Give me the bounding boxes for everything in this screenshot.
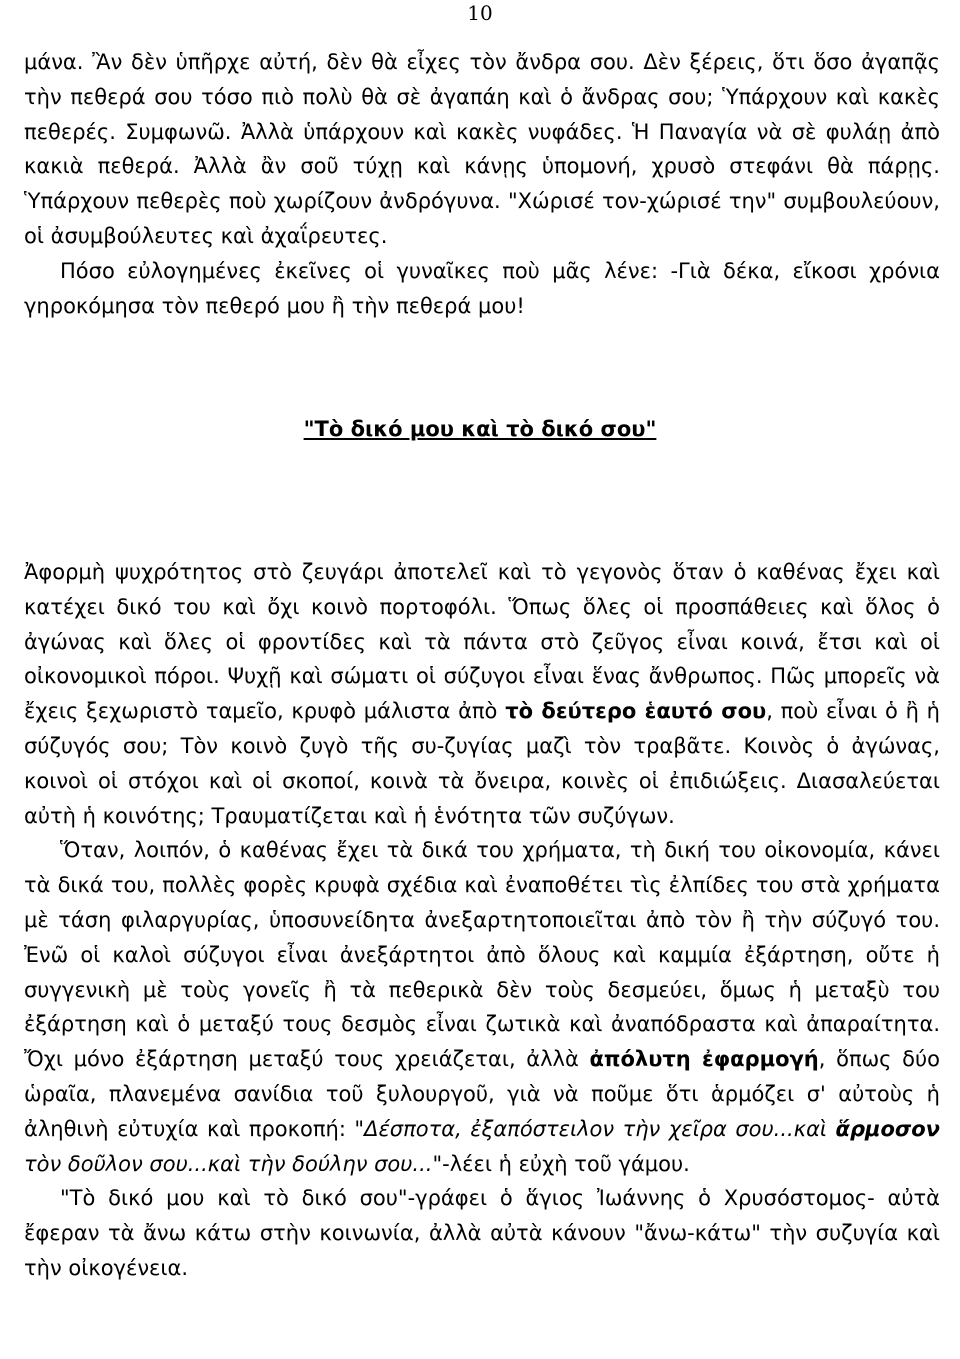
paragraph-4-text-a: Ὅταν, λοιπόν, ὁ καθένας ἔχει τὰ δικά του χρήματα, τὴ δική του οἰκονομία, κάνει τὰ δικά του, πολλὲς φορὲς κρυφὰ σχέδια καὶ ἐναποθέτει τὶς ἐλπίδες του στὰ χρήματα μὲ τάση φιλαργυρίας, ὑποσυνείδητα ἀνεξαρτητοποιεῖται ἀπὸ τὸν ἢ τὴν σύζυγό του. Ἐνῶ οἱ καλοὶ σύζυγοι εἶναι ἀνεξάρτητοι ἀπὸ ὅλους καὶ καμμία ἐξάρτηση, οὔτε ἡ συγγενικὴ μὲ τοὺς γονεῖς ἢ τὰ πεθερικὰ δὲν τοὺς δεσμεύει, ὅμως ἡ μεταξὺ του ἐξάρτηση καὶ ὁ μεταξύ τους δεσμὸς εἶναι ζωτικὰ καὶ ἀναπόδραστα καὶ ἀπαραίτητα. Ὄχι μόνο ἐξάρτηση μεταξύ τους χρειάζεται, ἀλλὰ (24, 838, 940, 1072)
paragraph-4-italic-a: Δέσποτα, ἐξαπόστειλον τὴν χεῖρα σου...καὶ (364, 1116, 836, 1141)
paragraph-3 (24, 555, 940, 833)
section-heading: "Τὸ δικό μου καὶ τὸ δικό σου" (303, 417, 657, 441)
paragraph-1: μάνα. Ἂν δὲν ὑπῆρχε αὐτή, δὲν θὰ εἶχες τὸν ἄνδρα σου. Δὲν ξέρεις, ὅτι ὅσο ἀγαπᾷς τὴν πεθερά σου τόσο πιὸ πολὺ θὰ σὲ ἀγαπάη καὶ ὁ ἄνδρας σου; Ὑπάρχουν καὶ κακὲς πεθερές. Συμφωνῶ. Ἀλλὰ ὑπάρχουν καὶ κακὲς νυφάδες. Ἡ Παναγία νὰ σὲ φυλάῃ ἀπὸ κακιὰ πεθερά. Ἀλλὰ ἂν σοῦ τύχῃ καὶ κάνῃς ὑπομονή, χρυσὸ στεφάνι θὰ πάρῃς. Ὑπάρχουν πεθερὲς ποὺ χωρίζουν ἀνδρόγυνα. "Χώρισέ τον-χώρισέ την" συμβουλεύουν, οἱ ἀσυμβούλευτες καὶ ἀχαΐρευτες. (24, 50, 940, 248)
paragraph-4-text-c: "-λέει ἡ εὐχὴ τοῦ γάμου. (432, 1151, 690, 1176)
paragraph-4-italic-b: τὸν δοῦλον σου...καὶ τὴν δούλην σου... (24, 1151, 433, 1176)
section-body (24, 555, 940, 1286)
paragraph-3-text-a: Ἀφορμὴ ψυχρότητος στὸ ζευγάρι ἀποτελεῖ καὶ τὸ γεγονὸς ὅταν ὁ καθένας ἔχει καὶ κατέχει δικό του καὶ ὄχι κοινὸ πορτοφόλι. Ὅπως ὅλες οἱ προσπάθειες καὶ ὅλος ὁ ἀγώνας καὶ ὅλες οἱ φροντίδες καὶ τὰ πάντα στὸ ζεῦγος εἶναι κοινά, ἔτσι καὶ οἱ οἰκονομικοὶ πόροι. Ψυχῇ καὶ σώματι οἱ σύζυγοι εἶναι ἕνας ἄνθρωπος. Πῶς μπορεῖς νὰ ἔχεις ξεχωριστὸ ταμεῖο, κρυφὸ μάλιστα ἀπὸ (24, 560, 940, 724)
page-number: 10 (467, 1, 493, 25)
top-text-block (24, 45, 940, 323)
paragraph-4-bold-italic: ἅρμοσον (835, 1116, 940, 1141)
paragraph-4-text-b: , ὅπως δύο ὡραῖα, πλανεμένα σανίδια τοῦ ξυλουργοῦ, γιὰ νὰ ποῦμε ὅτι ἁρμόζει σ' αὐτοὺς ἡ ἀληθινὴ εὐτυχία καὶ προκοπή: " (24, 1047, 940, 1141)
paragraph-2: Πόσο εὐλογημένες ἐκεῖνες οἱ γυναῖκες ποὺ μᾶς λένε: -Γιὰ δέκα, εἴκοσι χρόνια γηροκόμησα τὸν πεθερό μου ἢ τὴν πεθερά μου! (24, 258, 940, 318)
paragraph-4 (24, 833, 940, 1181)
paragraph-3-bold: τὸ δεύτερο ἑαυτό σου (505, 699, 767, 724)
paragraph-4-bold: ἀπόλυτη ἐφαρμογή (589, 1047, 819, 1072)
paragraph-5: "Τὸ δικό μου καὶ τὸ δικό σου"-γράφει ὁ ἅγιος Ἰωάννης ὁ Χρυσόστομος- αὐτὰ ἔφεραν τὰ ἄνω κάτω στὴν κοινωνία, ἀλλὰ αὐτὰ κάνουν "ἄνω-κάτω" τὴν συζυγία καὶ τὴν οἰκογένεια. (24, 1186, 940, 1280)
paragraph-3-text-b: , ποὺ εἶναι ὁ ἢ ἡ σύζυγός σου; Τὸν κοινὸ ζυγὸ τῆς συ-ζυγίας μαζὶ τὸν τραβᾶτε. Κοινὸς ὁ ἀγώνας, κοινοὶ οἱ στόχοι καὶ οἱ σκοποί, κοινὰ τὰ ὄνειρα, κοινὲς οἱ ἐπιδιώξεις. Διασαλεύεται αὐτὴ ἡ κοινότης; Τραυματίζεται καὶ ἡ ἑνότητα τῶν συζύγων. (24, 699, 940, 828)
